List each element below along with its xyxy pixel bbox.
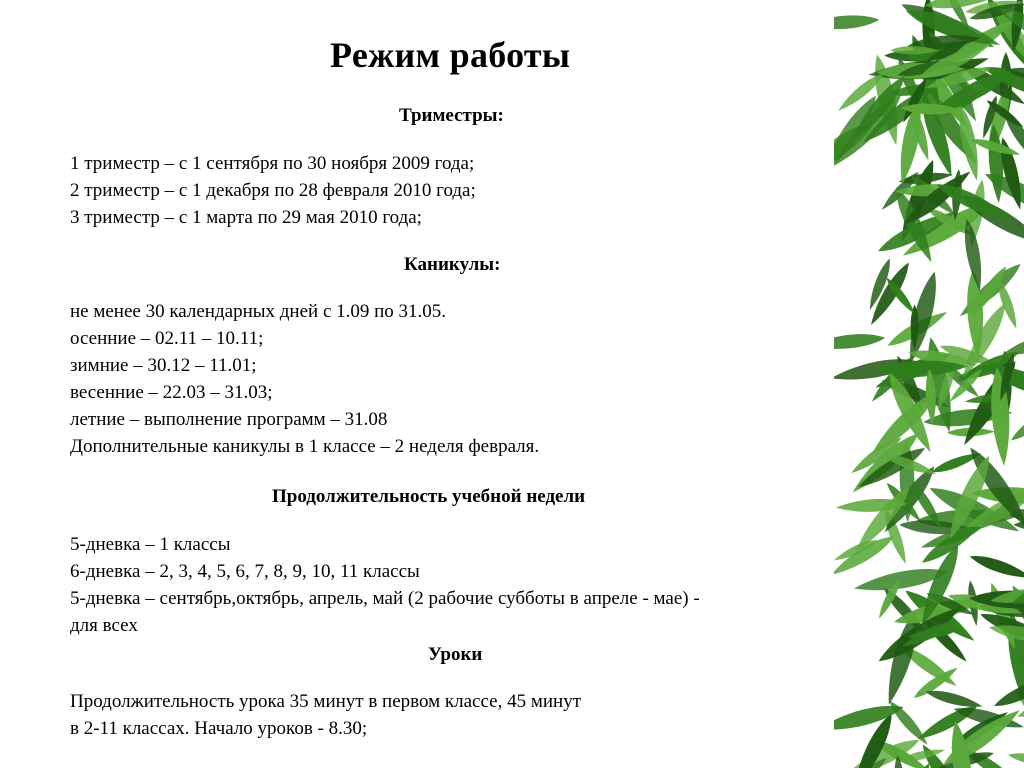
week-line: 5-дневка – сентябрь,октябрь, апрель, май (2 рабочие субботы в апреле - мае) - [70, 588, 700, 609]
bamboo-leaf [834, 331, 886, 352]
lessons-heading: Уроки [428, 644, 483, 665]
holiday-line: не менее 30 календарных дней с 1.09 по 31.05. [70, 301, 447, 322]
page-title: Режим работы [330, 35, 571, 75]
holidays-list [70, 298, 539, 460]
lesson-line: в 2-11 классах. Начало уроков - 8.30; [70, 718, 368, 739]
bamboo-leaf [968, 551, 1024, 583]
week-line: 6-дневка – 2, 3, 4, 5, 6, 7, 8, 9, 10, 11 классы [70, 561, 420, 582]
week-heading: Продолжительность учебной недели [272, 486, 586, 507]
trimesters-list [70, 150, 476, 231]
bamboo-leaf [1008, 399, 1024, 445]
week-line: для всех [70, 615, 138, 636]
holiday-line: летние – выполнение программ – 31.08 [70, 409, 388, 430]
trimester-line: 1 триместр – с 1 сентября по 30 ноября 2009 года; [70, 153, 475, 174]
trimesters-heading: Триместры: [399, 105, 504, 126]
bamboo-leaf [834, 13, 880, 32]
holiday-line: Дополнительные каникулы в 1 классе – 2 неделя февраля. [70, 436, 540, 457]
bamboo-leaves-decoration [834, 0, 1024, 768]
holiday-line: осенние – 02.11 – 10.11; [70, 328, 264, 349]
bamboo-leaf [1007, 750, 1024, 768]
week-list [70, 531, 700, 639]
trimester-line: 3 триместр – с 1 марта по 29 мая 2010 года; [70, 207, 422, 228]
bamboo-leaf [886, 698, 931, 748]
lessons-list [70, 688, 581, 742]
holiday-line: весенние – 22.03 – 31.03; [70, 382, 273, 403]
trimester-line: 2 триместр – с 1 декабря по 28 февраля 2010 года; [70, 180, 476, 201]
week-line: 5-дневка – 1 классы [70, 534, 231, 555]
holiday-line: зимние – 30.12 – 11.01; [70, 355, 257, 376]
holidays-heading: Каникулы: [404, 254, 501, 275]
lesson-line: Продолжительность урока 35 минут в первом классе, 45 минут [70, 691, 581, 712]
